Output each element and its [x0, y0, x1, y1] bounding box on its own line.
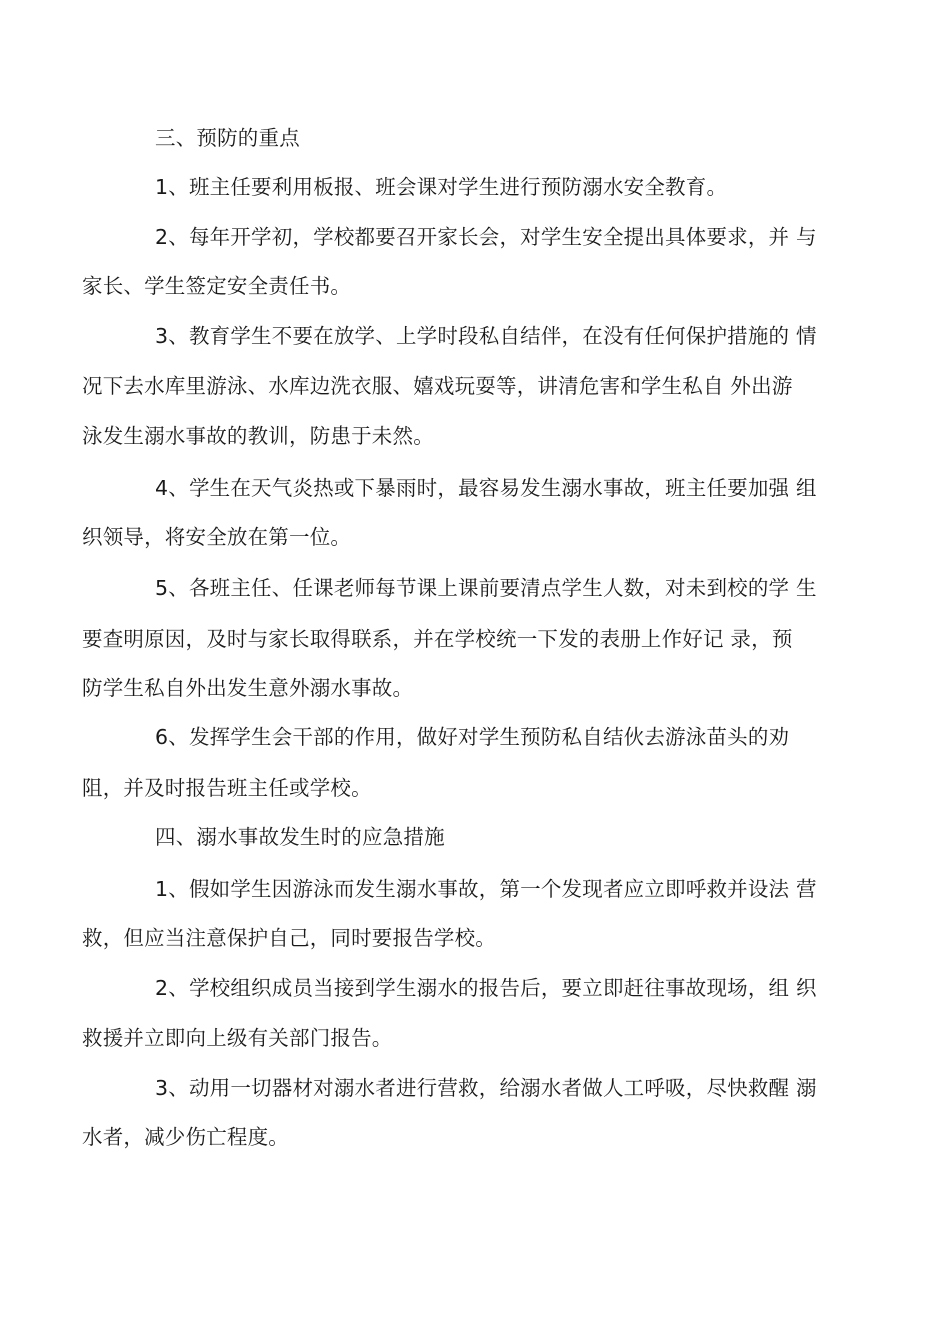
text-line: 要查明原因，及时与家长取得联系，并在学校统一下发的表册上作好记 录，预 [82, 627, 793, 651]
text-line: 阻，并及时报告班主任或学校。 [82, 776, 372, 800]
text-line: 5、各班主任、任课老师每节课上课前要清点学生人数，对未到校的学 生 [155, 576, 817, 600]
text-line: 2、学校组织成员当接到学生溺水的报告后，要立即赶往事故现场，组 织 [155, 976, 817, 1000]
text-line: 三、预防的重点 [155, 126, 300, 150]
paragraph-line [0, 973, 950, 1003]
paragraph-line [0, 172, 950, 202]
paragraph-line [0, 473, 950, 503]
text-line: 3、教育学生不要在放学、上学时段私自结伴，在没有任何保护措施的 情 [155, 324, 817, 348]
section-heading [0, 123, 950, 153]
text-line: 3、动用一切器材对溺水者进行营救，给溺水者做人工呼吸，尽快救醒 溺 [155, 1076, 817, 1100]
paragraph-line [0, 874, 950, 904]
paragraph-line [0, 1122, 950, 1152]
paragraph-line [0, 421, 950, 451]
paragraph-line [0, 321, 950, 351]
text-line: 织领导，将安全放在第一位。 [82, 525, 352, 549]
paragraph-line [0, 371, 950, 401]
paragraph-line [0, 522, 950, 552]
paragraph-line [0, 722, 950, 752]
text-line: 1、班主任要利用板报、班会课对学生进行预防溺水安全教育。 [155, 175, 728, 199]
text-line: 四、溺水事故发生时的应急措施 [155, 825, 445, 849]
paragraph-line [0, 1073, 950, 1103]
text-line: 水者，减少伤亡程度。 [82, 1125, 289, 1149]
text-line: 家长、学生签定安全责任书。 [82, 274, 352, 298]
text-line: 救援并立即向上级有关部门报告。 [82, 1026, 393, 1050]
paragraph-line [0, 624, 950, 654]
paragraph-line [0, 923, 950, 953]
text-line: 况下去水库里游泳、水库边洗衣服、嬉戏玩耍等，讲清危害和学生私自 外出游 [82, 374, 793, 398]
paragraph-line [0, 773, 950, 803]
text-line: 6、发挥学生会干部的作用，做好对学生预防私自结伙去游泳苗头的劝 [155, 725, 790, 749]
text-line: 2、每年开学初，学校都要召开家长会，对学生安全提出具体要求，并 与 [155, 225, 817, 249]
paragraph-line [0, 573, 950, 603]
paragraph-line [0, 673, 950, 703]
text-line: 救，但应当注意保护自己，同时要报告学校。 [82, 926, 496, 950]
paragraph-line [0, 222, 950, 252]
text-line: 防学生私自外出发生意外溺水事故。 [82, 676, 414, 700]
paragraph-line [0, 1023, 950, 1053]
text-line: 泳发生溺水事故的教训，防患于未然。 [82, 424, 434, 448]
section-heading [0, 822, 950, 852]
text-line: 4、学生在天气炎热或下暴雨时，最容易发生溺水事故，班主任要加强 组 [155, 476, 817, 500]
text-line: 1、假如学生因游泳而发生溺水事故，第一个发现者应立即呼救并设法 营 [155, 877, 817, 901]
paragraph-line [0, 271, 950, 301]
